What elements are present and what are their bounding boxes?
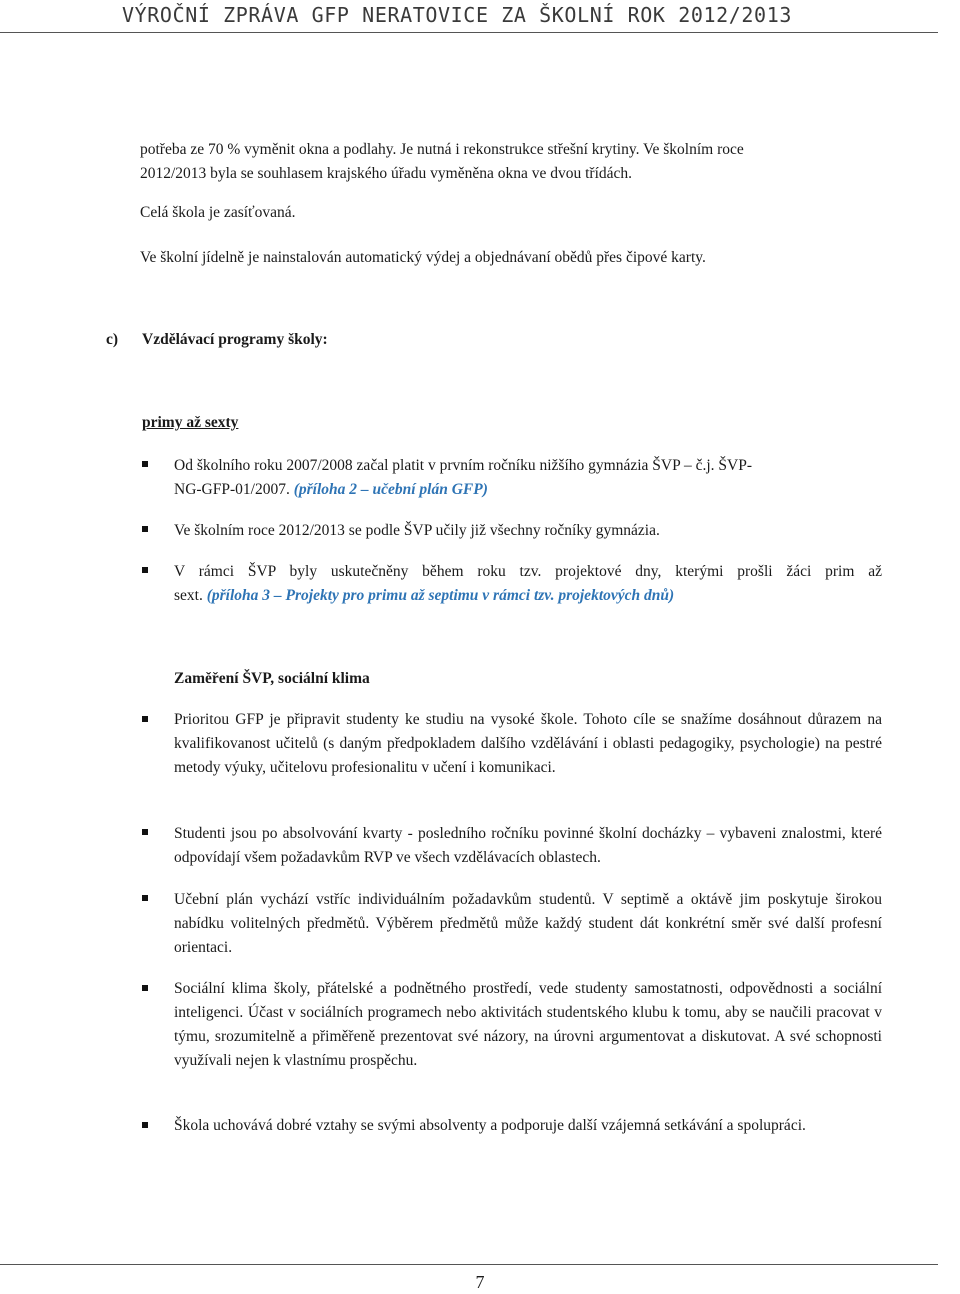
bullet-marker: [142, 1122, 148, 1128]
bullet-marker: [142, 567, 148, 573]
section-marker: c): [106, 331, 119, 348]
footer-divider: [0, 1264, 938, 1265]
bullet-marker: [142, 716, 148, 722]
intro-line-3: Celá škola je zasíťovaná.: [140, 204, 296, 221]
report-title: VÝROČNÍ ZPRÁVA GFP NERATOVICE ZA ŠKOLNÍ ROK 2012/2013: [122, 3, 792, 27]
intro-line-4: Ve školní jídelně je nainstalován automatický výdej a objednávaní obědů přes čipové karty.: [140, 249, 706, 266]
header-divider: [0, 32, 938, 33]
bullet-marker: [142, 526, 148, 532]
page-header: [0, 0, 960, 36]
intro-line-2: 2012/2013 byla se souhlasem krajského úřadu vyměněna okna ve dvou třídách.: [140, 165, 633, 182]
list-item: V rámci ŠVP byly uskutečněny během roku tzv. projektové dny, kterými prošli žáci prim až sext. (příloha 3 – Projekty pro primu až septimu v rámci tzv. projektových dnů): [174, 563, 882, 604]
bullet-marker: [142, 829, 148, 835]
page-number: 7: [475, 1272, 485, 1292]
attachment-link[interactable]: (příloha 3 – Projekty pro primu až septimu v rámci tzv. projektových dnů): [206, 587, 675, 604]
list-item: Studenti jsou po absolvování kvarty - posledního ročníku povinné školní docházky – vybaveni znalostmi, které odpovídají všem požadavkům RVP ve všech vzdělávacích oblastech.: [174, 825, 882, 866]
list-item: Škola uchovává dobré vztahy se svými absolventy a podporuje další vzájemná setkávání a spolupráci.: [174, 1117, 806, 1134]
list-item: Od školního roku 2007/2008 začal platit v prvním ročníku nižšího gymnázia ŠVP – č.j. ŠVP- NG-GFP-01/2007. (příloha 2 – učební plán GFP): [174, 457, 753, 498]
section-title: Vzdělávací programy školy:: [142, 331, 328, 348]
list-item: Sociální klima školy, přátelské a podnětného prostředí, vede studenty samostatnosti, odpovědnosti a sociální inteligenci. Účast v sociálních programech nebo aktivitách studentského klubu k tomu, aby se naučili pracovat v týmu, srozumitelně a přiměřeně prezentovat své názory, na úrovni argumentovat a diskutovat. A své schopnosti využívali nejen k vlastnímu prospěchu.: [174, 980, 882, 1069]
subsection-title-primy: primy až sexty: [142, 414, 239, 431]
bullet-marker: [142, 985, 148, 991]
attachment-link[interactable]: (příloha 2 – učební plán GFP): [293, 481, 488, 498]
list-item: Prioritou GFP je připravit studenty ke studiu na vysoké škole. Tohoto cíle se snažíme dosáhnout důrazem na kvalifikovanost učitelů (s daným předpokladem dalšího vzdělávání i oblasti pedagogiky, psychologie) na pestré metody výuky, učitelovu profesionalitu v učení i komunikaci.: [174, 711, 882, 776]
bullet-marker: [142, 895, 148, 901]
list-item: Ve školním roce 2012/2013 se podle ŠVP učily již všechny ročníky gymnázia.: [174, 522, 660, 539]
intro-line-1: potřeba ze 70 % vyměnit okna a podlahy. Je nutná i rekonstrukce střešní krytiny. Ve školním roce: [140, 141, 744, 158]
list-item: Učební plán vychází vstříc individuálním požadavkům studentů. V septimě a oktávě jim poskytuje širokou nabídku volitelných předmětů. Výběrem předmětů může každý student dát konkrétní směr své další profesní orientaci.: [174, 891, 882, 956]
bullet-marker: [142, 461, 148, 467]
subsection-title-klima: Zaměření ŠVP, sociální klima: [174, 670, 370, 687]
